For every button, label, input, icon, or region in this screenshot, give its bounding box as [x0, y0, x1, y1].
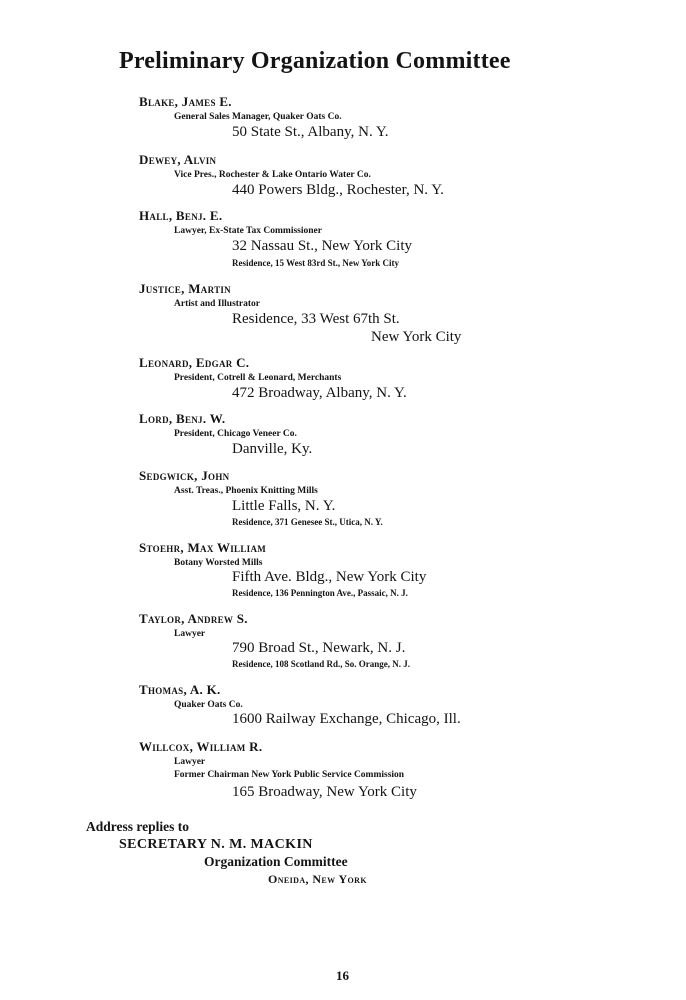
member-name: Stoehr, Max William: [139, 540, 267, 555]
reply-instruction: Address replies to: [86, 819, 190, 834]
member-address: 50 State St., Albany, N. Y.: [232, 124, 389, 140]
member-title: President, Chicago Veneer Co.: [174, 429, 297, 439]
member-address: 32 Nassau St., New York City: [232, 238, 413, 254]
member-title: Quaker Oats Co.: [174, 700, 243, 710]
member-title: Botany Worsted Mills: [174, 558, 263, 568]
member-address: 472 Broadway, Albany, N. Y.: [232, 385, 407, 401]
member-address: 1600 Railway Exchange, Chicago, Ill.: [232, 711, 461, 727]
secretary-name: SECRETARY N. M. MACKIN: [119, 837, 313, 852]
member-address-continued: New York City: [371, 329, 462, 345]
member-title: Lawyer, Ex-State Tax Commissioner: [174, 226, 322, 236]
member-residence: Residence, 15 West 83rd St., New York City: [232, 258, 399, 268]
member-address: Little Falls, N. Y.: [232, 498, 336, 514]
member-residence: Residence, 136 Pennington Ave., Passaic, N. J.: [232, 588, 408, 598]
member-residence: Residence, 108 Scotland Rd., So. Orange, N. J.: [232, 659, 411, 669]
member-address: Residence, 33 West 67th St.: [232, 311, 400, 327]
member-name: Willcox, William R.: [139, 739, 263, 754]
member-title-secondary: Former Chairman New York Public Service Commission: [174, 770, 405, 780]
committee-location: Oneida, New York: [268, 872, 367, 886]
member-name: Taylor, Andrew S.: [139, 611, 248, 626]
member-address: 790 Broad St., Newark, N. J.: [232, 640, 406, 656]
member-name: Blake, James E.: [139, 94, 232, 109]
member-title: Vice Pres., Rochester & Lake Ontario Water Co.: [174, 170, 371, 180]
member-name: Sedgwick, John: [139, 468, 230, 483]
member-title: Lawyer: [174, 629, 206, 639]
committee-name: Organization Committee: [204, 854, 348, 869]
member-title: President, Cotrell & Leonard, Merchants: [174, 373, 342, 383]
member-residence: Residence, 371 Genesee St., Utica, N. Y.: [232, 517, 383, 527]
member-title: Lawyer: [174, 757, 206, 767]
member-title: Asst. Treas., Phoenix Knitting Mills: [174, 486, 318, 496]
page-title: Preliminary Organization Committee: [119, 48, 511, 74]
member-address: Danville, Ky.: [232, 441, 313, 457]
member-name: Justice, Martin: [139, 281, 231, 296]
member-name: Dewey, Alvin: [139, 152, 217, 167]
member-address: 440 Powers Bldg., Rochester, N. Y.: [232, 182, 444, 198]
member-name: Leonard, Edgar C.: [139, 355, 250, 370]
member-name: Lord, Benj. W.: [139, 411, 226, 426]
member-name: Hall, Benj. E.: [139, 208, 223, 223]
member-name: Thomas, A. K.: [139, 682, 221, 697]
member-title: General Sales Manager, Quaker Oats Co.: [174, 112, 342, 122]
member-address: Fifth Ave. Bldg., New York City: [232, 569, 427, 585]
member-address: 165 Broadway, New York City: [232, 784, 417, 800]
page-number: 16: [336, 968, 349, 983]
member-title: Artist and Illustrator: [174, 299, 261, 309]
